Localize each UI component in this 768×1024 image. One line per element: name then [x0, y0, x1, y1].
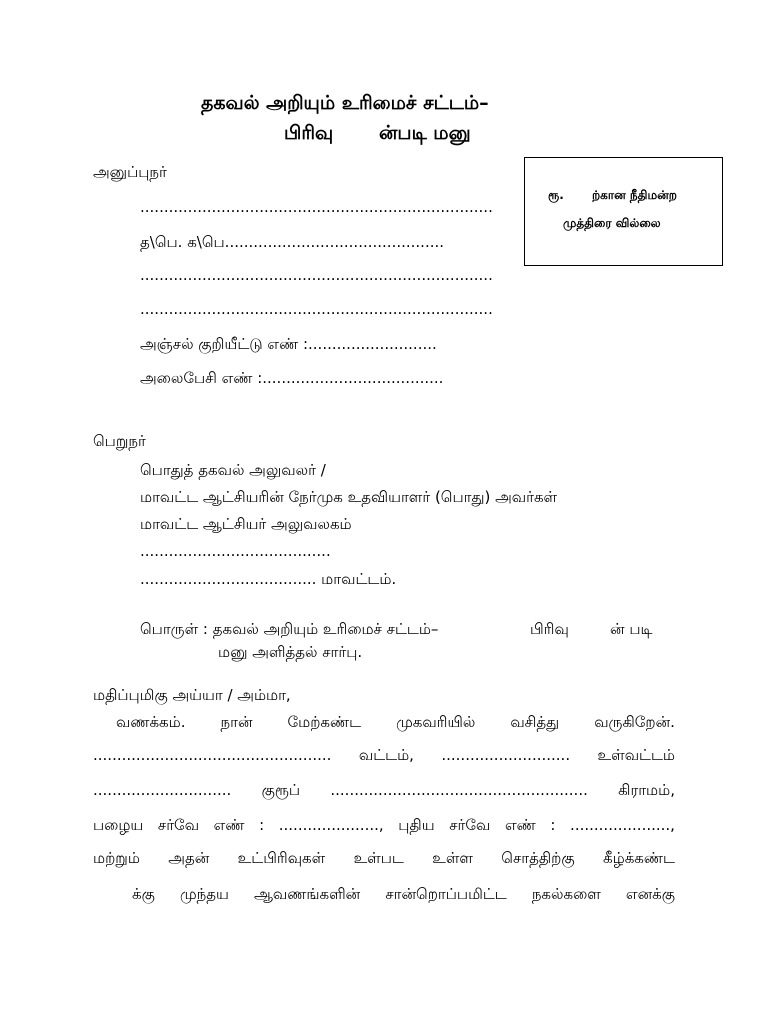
body-paragraph-line4: [93, 816, 675, 836]
sender-father-husband: த\பெ. க\பெ..............................................: [140, 233, 445, 251]
word: .....................,: [570, 816, 675, 834]
word: சொத்திற்கு: [501, 849, 575, 867]
salutation: மதிப்புமிகு அய்யா / அம்மா,: [93, 686, 291, 704]
sender-address-line4: ..........................................................................: [140, 300, 493, 318]
sender-address-line1: ..........................................................................: [140, 198, 493, 216]
body-paragraph-line5: [93, 849, 675, 869]
body-paragraph-line2: [93, 746, 675, 766]
receiver-district: ..................................... மாவட்டம்.: [140, 570, 397, 588]
word: .....................,: [278, 816, 384, 834]
word: ஆவணங்களின்: [253, 885, 361, 903]
word: குரூப்: [261, 781, 301, 799]
sender-heading: அனுப்புநர்: [93, 163, 167, 181]
word: ......................................................: [330, 781, 588, 799]
subject-section: பிரிவு: [530, 620, 569, 638]
word: வட்டம்,: [358, 746, 414, 764]
receiver-line1: பொதுத் தகவல் அலுவலர் /: [140, 461, 326, 479]
stamp-label-line1: ற்கான நீதிமன்ற: [592, 188, 677, 202]
word: கீழ்க்கண்ட: [603, 849, 675, 867]
receiver-line3: மாவட்ட ஆட்சியர் அலுவலகம்: [140, 515, 352, 533]
receiver-line4: ........................................: [140, 542, 331, 560]
word: மேற்கண்ட: [287, 713, 362, 731]
stamp-label-line2: முத்திரை வில்லை: [563, 216, 661, 230]
word: பழைய: [93, 816, 144, 834]
word: சான்றொப்பமிட்ட: [385, 885, 507, 903]
subject-line2: மனு அளித்தல் சார்பு.: [218, 643, 363, 661]
body-paragraph-line6: [132, 885, 675, 905]
body-paragraph-line1: [116, 713, 675, 733]
word: :: [259, 816, 265, 834]
word: .............................: [93, 781, 232, 799]
word: :: [550, 816, 556, 834]
word: உட்பிரிவுகள்: [237, 849, 326, 867]
word: க்கு: [132, 885, 155, 903]
word: நகல்களை: [531, 885, 601, 903]
word: எண்: [504, 816, 536, 834]
document-title-line1: தகவல் அறியும் உரிமைச் சட்டம்–: [201, 92, 489, 114]
word: புதிய: [398, 816, 435, 834]
body-paragraph-line3: [93, 781, 675, 801]
subject-suffix: ன் படி: [610, 620, 653, 638]
sender-pincode: அஞ்சல் குறியீட்டு எண் :...........................: [140, 335, 437, 353]
word: உள்வட்டம்: [597, 746, 675, 764]
word: வசித்து: [510, 713, 560, 731]
word: ..................................................: [93, 746, 332, 764]
word: ...........................: [441, 746, 571, 764]
document-title-section: பிரிவு: [284, 122, 334, 144]
word: மற்றும்: [93, 849, 140, 867]
sender-mobile: அலைபேசி எண் :......................................: [140, 369, 444, 387]
word: சர்வே: [157, 816, 200, 834]
stamp-rs-label: ரூ.: [548, 188, 564, 202]
receiver-line2: மாவட்ட ஆட்சியரின் நேர்முக உதவியாளர் (பொது) அவர்கள்: [140, 488, 558, 506]
word: உள்பட: [353, 849, 404, 867]
word: நான்: [220, 713, 253, 731]
sender-address-line3: ..........................................................................: [140, 266, 493, 284]
word: சர்வே: [449, 816, 491, 834]
word: வருகிறேன்.: [594, 713, 675, 731]
court-stamp-box: [524, 157, 723, 266]
word: முகவரியில்: [396, 713, 476, 731]
word: எண்: [213, 816, 245, 834]
word: வணக்கம்.: [116, 713, 186, 731]
subject-label: பொருள் : தகவல் அறியும் உரிமைச் சட்டம்–: [140, 620, 439, 638]
word: அதன்: [168, 849, 210, 867]
word: எனக்கு: [625, 885, 675, 903]
word: முந்தய: [179, 885, 229, 903]
document-title-line2: ன்படி மனு: [379, 122, 471, 144]
word: உள்ள: [432, 849, 473, 867]
word: கிராமம்,: [618, 781, 675, 799]
receiver-heading: பெறுநர்: [93, 432, 146, 450]
